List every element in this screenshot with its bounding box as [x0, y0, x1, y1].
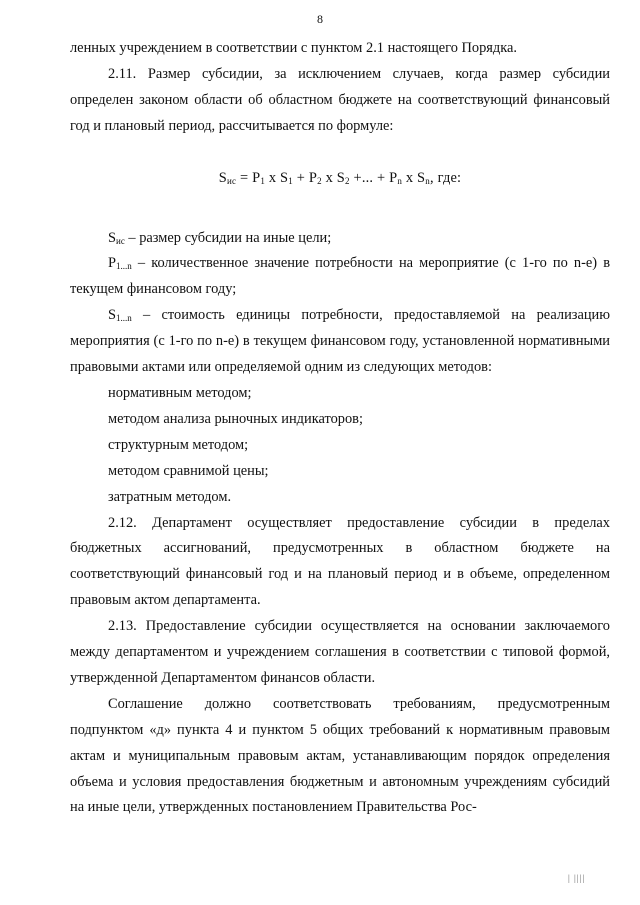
method-item: затратным методом.: [108, 488, 232, 505]
definition-p: [70, 251, 610, 303]
formula-x1: x: [265, 169, 281, 186]
def-p-text: – количественное значение потребности на мероприятие (с 1-го по n-е) в текущем финансовом году;: [70, 255, 610, 298]
formula-plus2: +... +: [349, 169, 390, 186]
def-s1-text: – стоимость единицы потребности, предоставляемой на реализацию мероприятия (с 1-го по n-е) в текущем финансовом году, установленной нормативными правовыми актами или определяемой одним из следующих методов:: [70, 307, 610, 376]
def-s-symbol: S: [108, 229, 117, 246]
def-s1-sub: 1...n: [116, 313, 132, 324]
formula-eq: =: [236, 169, 253, 186]
formula-x2: x: [321, 169, 337, 186]
method-item: структурным методом;: [108, 436, 249, 453]
document-body: [70, 36, 610, 821]
def-s-text: – размер субсидии на иные цели;: [124, 229, 332, 246]
formula-p1: P: [252, 169, 261, 186]
formula-plus1: +: [292, 169, 309, 186]
formula-lhs-sub: ис: [226, 175, 237, 186]
definition-s: [70, 303, 610, 381]
def-p-symbol: P: [108, 255, 117, 272]
paragraph-agreement: Соглашение должно соответствовать требованиям, предусмотренным подпунктом «д» пункта 4 и пунктом 5 общих требований к нормативным правовым актам и муниципальным правовым актам, устанавливающим порядок определения объема и условия предоставления бюджетным и автономным учреждениям субсидий на иные цели, утвержденных постановлением Правительства Рос-: [70, 695, 610, 816]
formula: [70, 166, 610, 192]
def-s1-symbol: S: [108, 307, 117, 324]
method-item: методом сравнимой цены;: [108, 462, 269, 479]
paragraph-2-13: 2.13. Предоставление субсидии осуществляется на основании заключаемого между департаментом и учреждением соглашения в соответствии с типовой формой, утвержденной Департаментом финансов области.: [70, 618, 610, 686]
formula-xn: x: [402, 169, 418, 186]
scan-mark: | ||||: [568, 873, 586, 883]
formula-s2: S: [336, 169, 345, 186]
method-item: методом анализа рыночных индикаторов;: [108, 410, 363, 427]
formula-suffix: , где:: [429, 169, 462, 186]
formula-p1-sub: 1: [260, 175, 266, 186]
paragraph-2-12: 2.12. Департамент осуществляет предоставление субсидии в пределах бюджетных ассигнований, предусмотренных в областном бюджете на соответствующий финансовый год и на плановый период и в объеме, определенном правовым актом департамента.: [70, 514, 610, 609]
formula-p2: P: [308, 169, 318, 186]
formula-s1: S: [280, 169, 289, 186]
method-item: нормативным методом;: [108, 384, 252, 401]
formula-pn-sub: n: [397, 175, 403, 186]
def-s-sub: ис: [116, 235, 125, 246]
formula-p2-sub: 2: [317, 175, 322, 186]
formula-sn: S: [417, 169, 426, 186]
paragraph-continuation: ленных учреждением в соответствии с пунктом 2.1 настоящего Порядка.: [70, 40, 517, 56]
formula-s1-sub: 1: [288, 175, 293, 186]
page-number: 8: [317, 12, 323, 26]
formula-pn: P: [389, 169, 398, 186]
formula-s2-sub: 2: [345, 175, 350, 186]
formula-sn-sub: n: [425, 175, 430, 186]
def-p-sub: 1...n: [116, 261, 132, 272]
definition-s-is: [70, 226, 610, 252]
paragraph-2-11: 2.11. Размер субсидии, за исключением случаев, когда размер субсидии определен законом области об областном бюджете на соответствующий финансовый год и плановый период, рассчитывается по формуле:: [70, 65, 610, 134]
formula-lhs: S: [218, 169, 227, 186]
